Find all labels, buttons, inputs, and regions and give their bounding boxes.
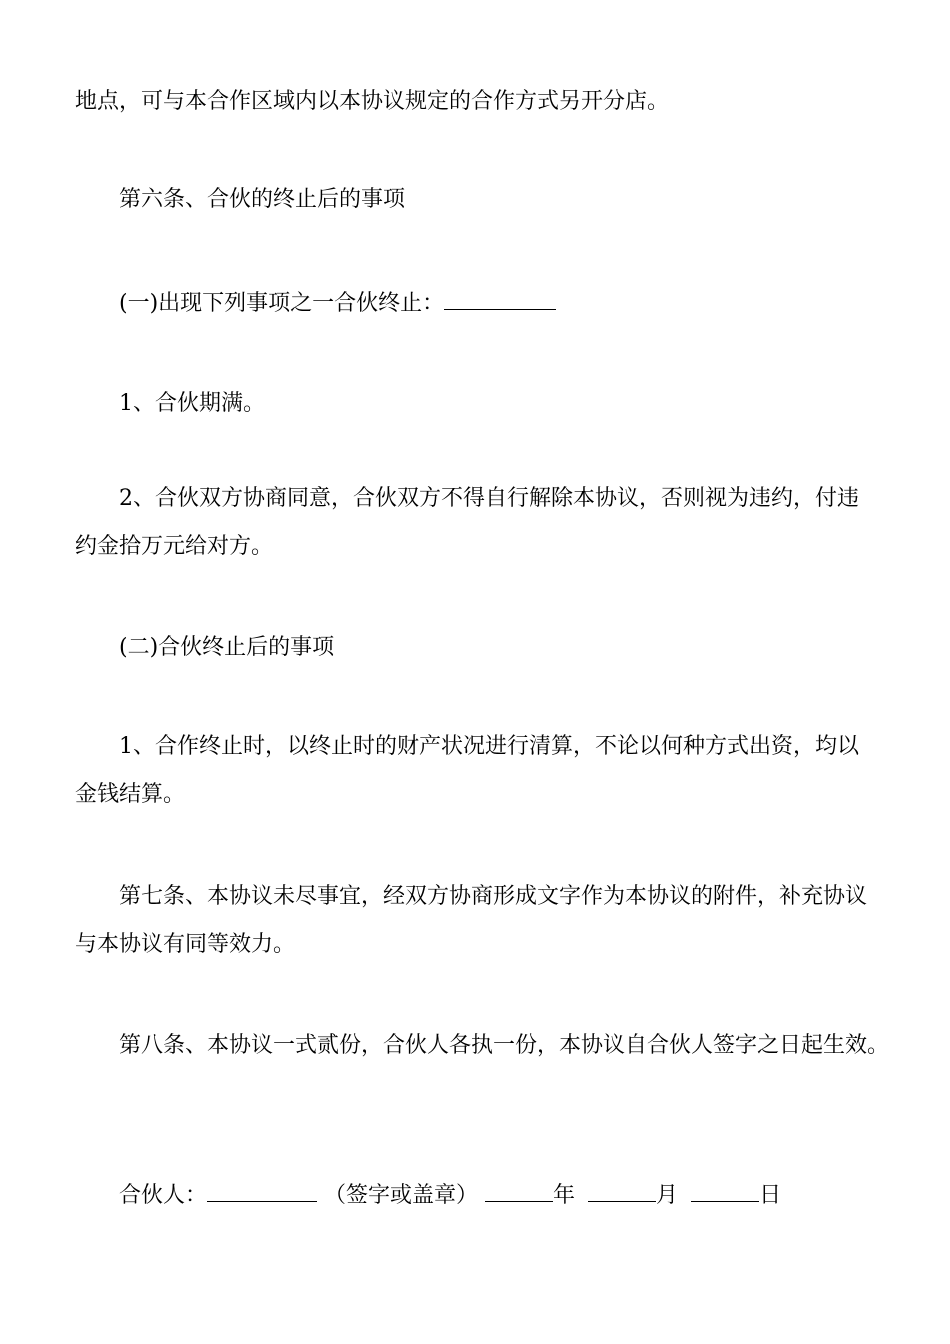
paragraph-line: [75, 280, 890, 328]
article-six-heading: [75, 176, 890, 224]
month-label: 月: [656, 1183, 679, 1208]
paragraph-line: 与本协议有同等效力。: [75, 932, 296, 957]
paragraph-line: 金钱结算。: [75, 782, 186, 807]
year-blank: [485, 1175, 553, 1202]
post-termination-heading: [75, 624, 890, 672]
partner-name-blank: [207, 1175, 317, 1202]
paragraph-line: 1、合伙期满。: [119, 391, 265, 416]
paragraph-line: 第八条、本协议一式贰份，合伙人各执一份，本协议自合伙人签字之日起生效。: [119, 1033, 890, 1058]
article-eight: [75, 1022, 890, 1070]
paragraph-line: 2、合伙双方协商同意，合伙双方不得自行解除本协议，否则视为违约，付违: [119, 486, 859, 511]
paragraph-line: 约金拾万元给对方。: [75, 534, 274, 559]
sign-or-seal-note: （签字或盖章）: [324, 1183, 479, 1208]
signature-line: [119, 1172, 781, 1220]
article-seven: [75, 873, 890, 969]
month-blank: [588, 1175, 656, 1202]
fill-in-blank: [444, 283, 556, 310]
paragraph-line: 1、合作终止时，以终止时的财产状况进行清算，不论以何种方式出资，均以: [119, 734, 859, 759]
post-termination-item-1: [75, 723, 890, 819]
partner-label: 合伙人：: [119, 1183, 208, 1208]
paragraph-line: (二)合伙终止后的事项: [119, 635, 335, 660]
paragraph-line: 第六条、合伙的终止后的事项: [119, 187, 406, 212]
termination-conditions-text: (一)出现下列事项之一合伙终止：: [119, 291, 445, 316]
year-label: 年: [553, 1183, 576, 1208]
day-label: 日: [759, 1183, 782, 1208]
paragraph-line: 第七条、本协议未尽事宜，经双方协商形成文字作为本协议的附件，补充协议: [119, 884, 868, 909]
condition-item-2: [75, 475, 890, 571]
paragraph-line: 地点，可与本合作区域内以本协议规定的合作方式另开分店。: [75, 89, 670, 114]
condition-item-1: [75, 380, 890, 428]
paragraph-continuation: [75, 78, 890, 126]
termination-conditions-heading: [75, 280, 890, 328]
day-blank: [691, 1175, 759, 1202]
